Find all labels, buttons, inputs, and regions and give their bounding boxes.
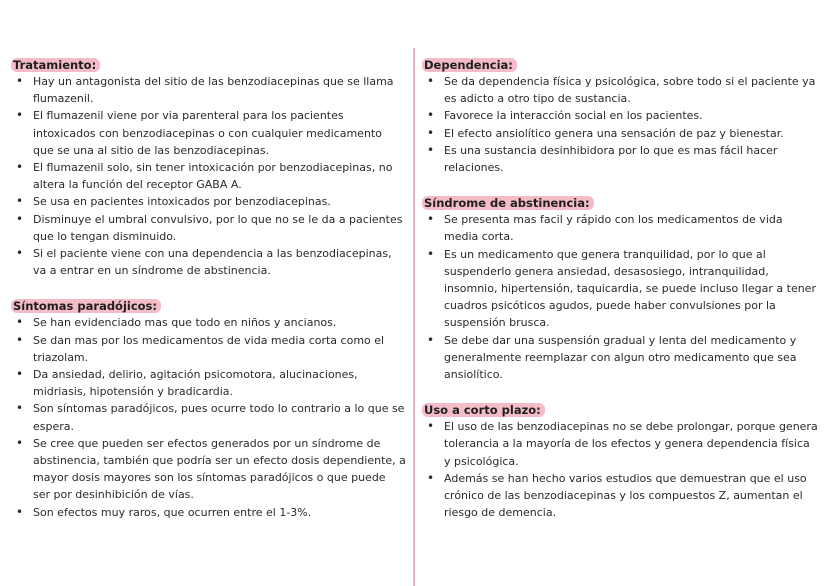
right-column bbox=[424, 54, 819, 537]
list-item: • Además se han hecho varios estudios que demuestran que el uso crónico de las benzodiacepinas y los compuestos Z, aumentan el riesgo de demencia. bbox=[424, 470, 819, 522]
section-heading: Uso a corto plazo: bbox=[422, 403, 545, 417]
section-heading: Tratamiento: bbox=[11, 58, 100, 72]
list-item: • Da ansiedad, delirio, agitación psicomotora, alucinaciones, midriasis, hipotensión y bradicardia. bbox=[13, 366, 406, 400]
list-item: • El flumazenil viene por via parenteral para los pacientes intoxicados con benzodiacepinas o con cualquier medicamento que se una al sitio de las benzodiacepinas. bbox=[13, 107, 406, 159]
list-item: • Se cree que pueden ser efectos generados por un síndrome de abstinencia, también que podría ser un efecto dosis dependiente, a mayor dosis mayores son los síntomas paradójicos o que puede ser por desinhibición de vías. bbox=[13, 435, 406, 504]
section-tratamiento bbox=[13, 54, 406, 279]
list-item: • Se da dependencia física y psicológica, sobre todo si el paciente ya es adicto a otro tipo de sustancia. bbox=[424, 73, 819, 107]
list-item: • Disminuye el umbral convulsivo, por lo que no se le da a pacientes que lo tengan disminuido. bbox=[13, 211, 406, 245]
list-item: • Se han evidenciado mas que todo en niños y ancianos. bbox=[13, 314, 406, 331]
list-item: • Se dan mas por los medicamentos de vida media corta como el triazolam. bbox=[13, 332, 406, 366]
section-sindrome-abstinencia bbox=[424, 192, 819, 383]
list-item: • El efecto ansiolítico genera una sensación de paz y bienestar. bbox=[424, 125, 819, 142]
list-item: • El uso de las benzodiacepinas no se debe prolongar, porque genera tolerancia a la mayoría de los efectos y genera dependencia física y psicológica. bbox=[424, 418, 819, 470]
list-item: • Son efectos muy raros, que ocurren entre el 1-3%. bbox=[13, 504, 406, 521]
list-item: • Es una sustancia desinhibidora por lo que es mas fácil hacer relaciones. bbox=[424, 142, 819, 176]
list-item: • Si el paciente viene con una dependencia a las benzodiacepinas, va a entrar en un síndrome de abstinencia. bbox=[13, 245, 406, 279]
list-item: • Es un medicamento que genera tranquilidad, por lo que al suspenderlo genera ansiedad, desasosiego, intranquilidad, insomnio, hipertensión, taquicardia, se puede incluso llegar a tener cuadros psicóticos agudos, puede haber convulsiones por la suspensión brusca. bbox=[424, 246, 819, 332]
section-heading: Síndrome de abstinencia: bbox=[422, 196, 594, 210]
bullet-list bbox=[13, 73, 406, 279]
bullet-list bbox=[424, 73, 819, 176]
section-dependencia bbox=[424, 54, 819, 176]
list-item: • Son síntomas paradójicos, pues ocurre todo lo contrario a lo que se espera. bbox=[13, 400, 406, 434]
list-item: • Se presenta mas facil y rápido con los medicamentos de vida media corta. bbox=[424, 211, 819, 245]
list-item: • Hay un antagonista del sitio de las benzodiacepinas que se llama flumazenil. bbox=[13, 73, 406, 107]
section-sintomas-paradojicos bbox=[13, 295, 406, 520]
list-item: • El flumazenil solo, sin tener intoxicación por benzodiacepinas, no altera la función del receptor GABA A. bbox=[13, 159, 406, 193]
column-divider bbox=[413, 48, 415, 586]
section-heading: Dependencia: bbox=[422, 58, 517, 72]
list-item: • Favorece la interacción social en los pacientes. bbox=[424, 107, 819, 124]
left-column bbox=[13, 54, 406, 537]
section-heading: Síntomas paradójicos: bbox=[11, 299, 161, 313]
list-item: • Se usa en pacientes intoxicados por benzodiacepinas. bbox=[13, 193, 406, 210]
bullet-list bbox=[424, 418, 819, 521]
section-uso-corto-plazo bbox=[424, 399, 819, 521]
bullet-list bbox=[13, 314, 406, 520]
list-item: • Se debe dar una suspensión gradual y lenta del medicamento y generalmente reemplazar con algun otro medicamento que sea ansiolítico. bbox=[424, 332, 819, 384]
bullet-list bbox=[424, 211, 819, 383]
